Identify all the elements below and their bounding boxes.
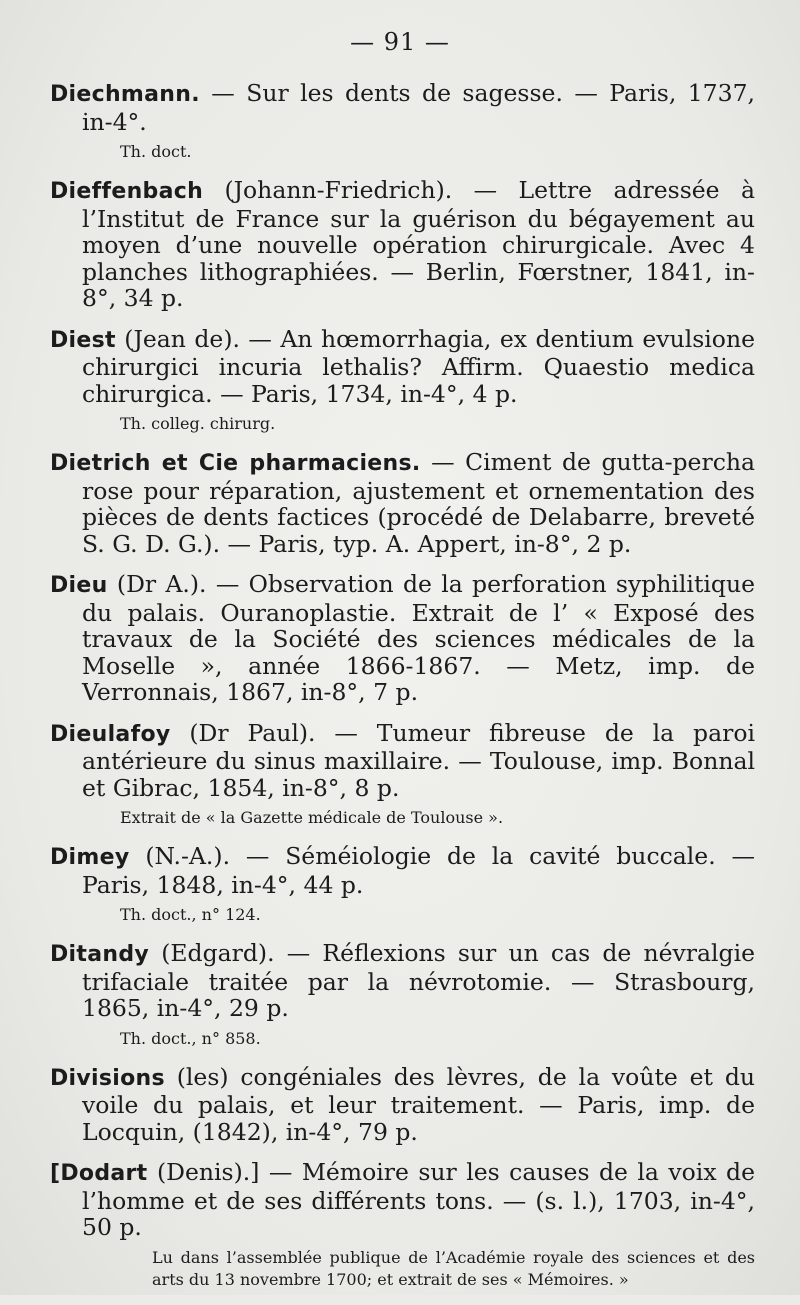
entry-dieffenbach	[50, 177, 755, 312]
entry-text: (Jean de). — An hœmorrhagia, ex dentium evulsione chirurgici incuria lethalis? Affirm. Quaestio medica chirurgica. — Paris, 1734, in-4°, 4 p.	[82, 324, 755, 408]
entry-author: Dietrich et Cie pharmaciens.	[50, 451, 421, 476]
entry-author: Diechmann.	[50, 82, 200, 107]
entry-text: (Johann-Friedrich). — Lettre adressée à l’Institut de France sur la guérison du bégayement au moyen d’une nouvelle opération chirurgicale. Avec 4 planches lithographiées. — Berlin, Fœrstner, 1841, in-8°, 34 p.	[82, 176, 755, 312]
entry-text: — Ciment de gutta-percha rose pour réparation, ajustement et ornementation des pièces de dents factices (procédé de Delabarre, breveté S. G. D. G.). — Paris, typ. A. Appert, in-8°, 2 p.	[82, 448, 756, 558]
page-number: — 91 —	[350, 28, 450, 56]
entry-note: Extrait de « la Gazette médicale de Toulouse ».	[120, 808, 504, 827]
entry-dieulafoy	[50, 720, 755, 830]
entry-author: Dieu	[50, 573, 108, 598]
entry-note: Th. doct., n° 858.	[120, 1028, 261, 1048]
entry-diechmann	[50, 80, 755, 163]
entry-ditandy	[50, 940, 755, 1050]
entry-text: — Sur les dents de sagesse. — Paris, 1737, in-4°.	[82, 79, 755, 136]
entry-author: Diest	[50, 327, 116, 353]
entry-text: (Dr A.). — Observation de la perforation syphilitique du palais. Ouranoplastie. Extrait de l’ « Exposé des travaux de la Société des sciences médicales de la Moselle », année 1866-1867. — Metz, imp. de Verronnais, 1867, in-8°, 7 p.	[82, 570, 755, 706]
entry-dieu	[50, 571, 755, 706]
entry-text: (Dr Paul). — Tumeur fibreuse de la paroi antérieure du sinus maxillaire. — Toulouse, imp. Bonnal et Gibrac, 1854, in-8°, 8 p.	[82, 718, 755, 802]
entry-text: (Denis).] — Mémoire sur les causes de la voix de l’homme et de ses différents tons. — (s. l.), 1703, in-4°, 50 p.	[82, 1158, 755, 1241]
entry-diest	[50, 326, 755, 436]
bibliography-list	[50, 80, 755, 1305]
entry-text: (les) congéniales des lèvres, de la voûte et du voile du palais, et leur traitement. — Paris, imp. de Locquin, (1842), in-4°, 79 p.	[82, 1062, 755, 1146]
entry-author: Dieulafoy	[50, 721, 171, 747]
entry-text: (Edgard). — Réflexions sur un cas de névralgie trifaciale traitée par la névrotomie. — Strasbourg, 1865, in-4°, 29 p.	[82, 939, 755, 1022]
entry-author: Ditandy	[50, 942, 150, 967]
entry-author: Dieffenbach	[50, 179, 204, 204]
entry-note: Th. doct., n° 124.	[120, 905, 261, 924]
entry-author: Dimey	[50, 845, 130, 870]
entry-text: (N.-A.). — Séméiologie de la cavité buccale. — Paris, 1848, in-4°, 44 p.	[82, 842, 755, 899]
entry-divisions	[50, 1064, 755, 1146]
entry-author: Divisions	[50, 1065, 165, 1091]
entry-dietrich	[50, 449, 755, 557]
entry-note: Th. colleg. chirurg.	[120, 414, 276, 433]
entry-note: Th. doct.	[120, 142, 192, 161]
entry-note: Lu dans l’assemblée publique de l’Académie royale des sciences et des arts du 13 novembre 1700; et extrait de ses « Mémoires. »	[152, 1247, 755, 1289]
entry-dodart	[50, 1159, 755, 1291]
entry-dimey	[50, 843, 755, 926]
entry-author: [Dodart	[50, 1161, 148, 1186]
